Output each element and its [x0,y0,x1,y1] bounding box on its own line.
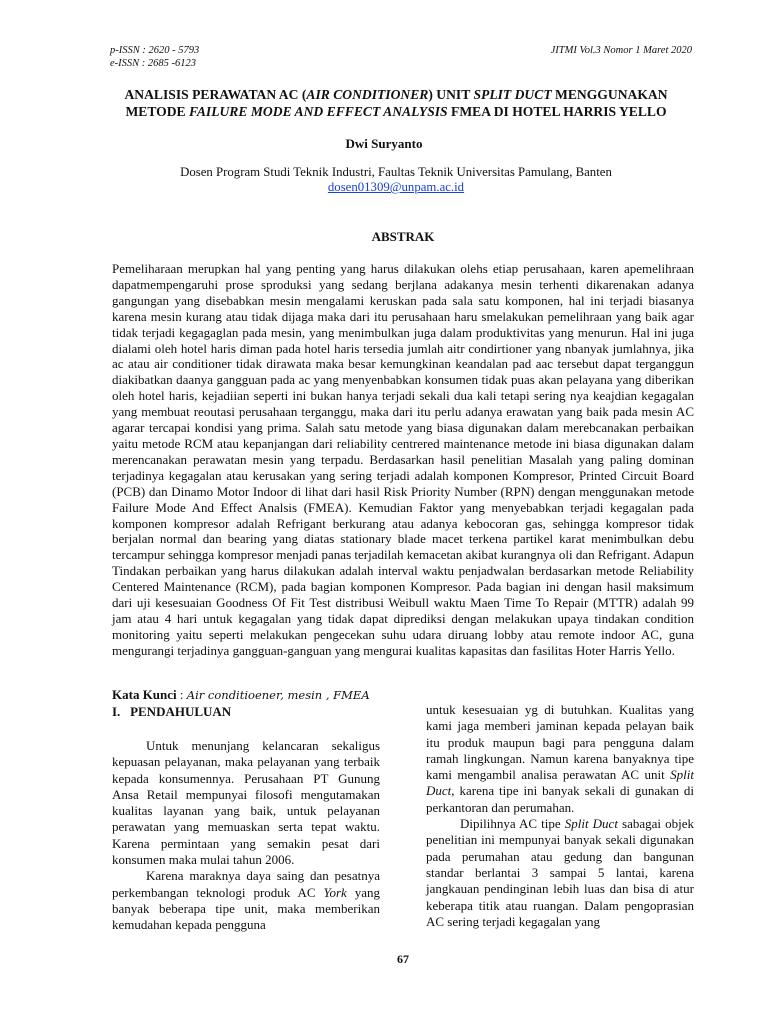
title-part-italic: SPLIT DUCT [473,87,552,102]
journal-info: JITMI Vol.3 Nomor 1 Maret 2020 [550,45,692,56]
abstract-heading: ABSTRAK [371,229,435,244]
keywords-label: Kata Kunci [112,687,177,702]
text-run: Karena maraknya daya saing dan pesatnya perkembangan teknologi produk AC [112,868,380,900]
text-run: yang banyak beberapa tipe unit, maka memberikan kemudahan kepada pengguna [112,884,380,933]
intro-paragraph-4 [426,816,694,930]
section-heading [112,704,231,720]
title-part-italic: FAILURE MODE AND EFFECT ANALYSIS [189,104,448,119]
intro-paragraph-2 [112,868,380,933]
author-email-link[interactable]: dosen01309@unpam.ac.id [327,180,465,194]
text-run: untuk kesesuaian yg di butuhkan. Kualitas yang kami jaga memberi jaminan kepada pelayan baik itu produk maupun bagi para pengguna dalam ramah lingkungan. Namun karena banyaknya tipe kami mengambil analisa perawatan AC unit [426,702,694,783]
section-number: I. [112,704,121,719]
keywords [112,687,370,703]
title-part: FMEA DI HOTEL HARRIS YELLO [447,104,667,119]
paper-title [100,86,692,120]
keywords-text: Air conditioener, mesin , FMEA [186,688,370,702]
title-part-italic: AIR CONDITIONER [306,87,429,102]
intro-paragraph-3 [426,702,694,816]
keywords-separator: : [176,687,187,702]
title-part: ANALISIS PERAWATAN AC ( [124,87,307,102]
electronic-issn: e-ISSN : 2685 -6123 [110,58,197,69]
abstract-text: Pemeliharaan merupkan hal yang penting yang harus dilakukan olehs etiap perusahaan, karen apemelihraan dapatmempengaruhi prose sproduksi yang sedang berjlana adakanya mesin terhenti dikarenakan adanya gangungan yang disebabkan mesin mengalami keruskan pada sala satu komponen, hal ini terjadi biasanya karena mesin kurang atau tidak dijaga maka dari itu perusahaan haru smelakukan pemelihraan yang baik agar tidak terjadi kegagaglan pada mesin, yang menimbulkan juga dalam produktivitas yang menurun. Hal ini juga dialami oleh hotel haris diman pada hotel haris tersedia jumlah aitr condirtioner yang nbanyak jumlahnya, jika ac atau air conditioner tidak dirawata maka besar kemungkinan keandalan pad aac tersebut dapat terganggun diakibatkan daanya gangguan pada ac yang menyenbabkan konsumen tidak puas akan pelayana yang diberikan oleh hotel haris, kejadiian seperti ini bukan hanya terjadi sekali dua kali tetapi sering nya keajdian kegagalan yang membuat reoutasi perusahaan terganggu, maka dari itu perlu adanya erawatan yang baik pada mesin AC agarar tercapai kondisi yang prima. Salah satu metode yang biasa digunakan dalam merebcanakan perbaikan yaitu metode RCM atau kepanjangan dari reliability centrered maintenance metode ini biasa digunakan dalam merencanakan perawatan mesin yang terpadu. Berdasarkan hasil penelitian Masalah yang paling dominan terjadinya kegagalan atau kerusakan yang sering terjadi adalah komponen Kompresor, Printed Circuit Board (PCB) dan Dinamo Motor Indoor di lihat dari hasil Risk Priority Number (RPN) dengan menggunakan metode Failure Mode And Effect Analsis (FMEA). Kemudian Faktor yang menyebabkan terjadi kegagalan pada komponen kompresor adalah Refrigant berkurang atau adanya kebocoran gas, sehingga kompresor tidak berjalan normal dan bearing yang diatas stationary blade macet terkena partikel karat menimbulkan debu tercampur sehingga kompresor menjadi panas terjadilah kemacetan akibat kurangnya oli dan Refrigant. Adapun Tindakan perbaikan yang harus dilakukan adalah interval waktu penjadwalan berdasarkan metode Reliability Centered Maintenance (RCM), pada bagian komponen Kompresor. Pada bagian ini dengan hasil maksimum dari uji kesesuaian Goodness Of Fit Test distribusi Weibull waktu Maen Time To Repair (MTTR) adalah 99 jam atau 4 hari untuk kegagalan yang tidak dapat diprediksi dengan melakukan upaya tindakan condition monitoring yaitu seperti melakukan pengecekan suhu udara diruang lobby atau remote indoor AC, guna mengurangi terjadinya gangguan-ganguan yang mengurai kualitas kapasitas dan fasilitas Hoter Harris Yello. [112,261,694,658]
print-issn: p-ISSN : 2620 - 5793 [110,45,200,56]
right-column [426,702,694,930]
section-title: PENDAHULUAN [130,704,232,719]
text-run-italic: York [323,884,347,900]
issn-block [110,44,199,70]
title-part: METODE [125,104,190,119]
affiliation: Dosen Program Studi Teknik Industri, Faultas Teknik Universitas Pamulang, Banten [180,165,612,179]
text-run-italic: Split Duct [564,816,618,832]
intro-paragraph-1: Untuk menunjang kelancaran sekaligus kepuasan pelayanan, maka pelayanan yang terbaik kepada konsumennya. Perusahaan PT Gunung Ansa Retail mempunyai filosofi mengutamakan kualitas layanan yang baik, untuk pelayanan perawatan yang memuaskan serta tepat waktu. Karena permintaan yang semakin pesat dari konsumen maka mulai tahun 2006. [112,738,380,868]
left-column [112,738,380,934]
affiliation-block [100,165,692,195]
text-run: sabagai objek penelitian ini mempunyai banyak sekali digunakan pada perumahan atau gedung dan bangunan standar berlantai 3 sampai 5 lantai, karena jangkauan pendinginan lebih luas dan bisa di atur keberapa titik atau ruangan. Dalam pengoprasian AC sering terjadi kegagalan yang [426,816,694,929]
author-name: Dwi Suryanto [345,136,423,151]
text-run: karena tipe ini banyak sekali di gunakan di perkantoran dan perumahan. [426,783,694,815]
page-number: 67 [397,952,409,966]
title-part: ) UNIT [428,87,474,102]
text-run: Dipilihnya AC tipe [460,816,565,832]
title-part: MENGGUNAKAN [551,87,668,102]
text-run-italic: Split Duct, [426,767,694,799]
